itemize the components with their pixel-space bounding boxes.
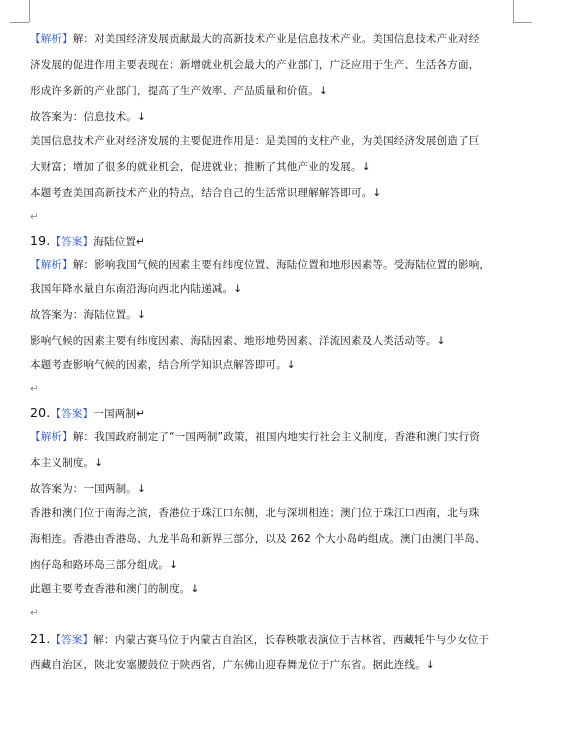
q20-answer-line bbox=[30, 406, 145, 421]
question-number: 21. bbox=[30, 631, 51, 646]
q18-line-7: 本题考查美国高新技术产业的特点，结合自己的生活常识理解解答即可。↓ bbox=[30, 187, 382, 199]
q19-answer-line bbox=[30, 234, 145, 249]
page-corner-mark-top-right bbox=[513, 22, 532, 23]
q20-line-3: 故答案为：一国两制。↓ bbox=[30, 483, 146, 495]
q18-line-3: 形成许多新的产业部门，提高了生产效率、产品质量和价值。↓ bbox=[30, 85, 328, 97]
q21-answer-line: 21.【答案】解：内蒙古赛马位于内蒙古自治区，长春秧歌表演位于吉林省，西藏牦牛与少女位于 bbox=[30, 631, 490, 646]
analysis-tag: 【解析】 bbox=[30, 259, 73, 271]
question-number: 19. bbox=[30, 233, 51, 248]
q19-line-3: 故答案为：海陆位置。↓ bbox=[30, 309, 146, 321]
q20-line-4: 香港和澳门位于南海之滨，香港位于珠江口东侧，北与深圳相连；澳门位于珠江口西南，北与珠 bbox=[30, 507, 480, 519]
q19-line-4: 影响气候的因素主要有纬度因素、海陆因素、地形地势因素、洋流因素及人类活动等。↓ bbox=[30, 335, 446, 347]
q19-line-1: 【解析】解：影响我国气候的因素主要有纬度位置、海陆位置和地形因素等。受海陆位置的影响， bbox=[30, 259, 491, 271]
q21-line-2: 西藏自治区，陕北安塞腰鼓位于陕西省，广东佛山迎春舞龙位于广东省。据此连线。↓ bbox=[30, 659, 435, 671]
q18-line-6: 大财富；增加了很多的就业机会，促进就业；推断了其他产业的发展。↓ bbox=[30, 161, 371, 173]
q18-line-2: 济发展的促进作用主要表现在：新增就业机会最大的产业部门，广泛应用于生产、生活各方面， bbox=[30, 59, 480, 71]
analysis-tag: 【解析】 bbox=[30, 33, 73, 45]
q18-line-5: 美国信息技术产业对经济发展的主要促进作用是：是美国的支柱产业，为美国经济发展创造了巨 bbox=[30, 135, 480, 147]
q20-line-7: 此题主要考查香港和澳门的制度。↓ bbox=[30, 583, 200, 595]
answer-tag: 【答案】 bbox=[50, 408, 94, 420]
answer-text: 一国两制↵ bbox=[93, 408, 146, 420]
q19-line-2: 我国年降水量自东南沿海向西北内陆递减。↓ bbox=[30, 283, 243, 295]
q20-line-1: 【解析】解：我国政府制定了“一国两制”政策，祖国内地实行社会主义制度，香港和澳门实行资 bbox=[30, 431, 480, 443]
page-corner-mark-top-right bbox=[513, 0, 514, 22]
q19-line-5: 本题考查影响气候的因素，结合所学知识点解答即可。↓ bbox=[30, 359, 296, 371]
page-corner-mark-top-left bbox=[10, 22, 29, 23]
question-number: 20. bbox=[30, 405, 51, 420]
q20-line-2: 本主义制度。↓ bbox=[30, 457, 104, 469]
q18-line-1: 【解析】解：对美国经济发展贡献最大的高新技术产业是信息技术产业。美国信息技术产业对经 bbox=[30, 33, 480, 45]
q20-line-6: 凼仔岛和路环岛三部分组成。↓ bbox=[30, 559, 179, 571]
q18-line-4: 故答案为：信息技术。↓ bbox=[30, 111, 146, 123]
answer-tag: 【答案】 bbox=[50, 634, 94, 646]
answer-tag: 【答案】 bbox=[50, 236, 94, 248]
page-corner-mark-top-left bbox=[29, 0, 30, 22]
empty-paragraph-mark: ↵ bbox=[30, 383, 39, 395]
empty-paragraph-mark: ↵ bbox=[30, 607, 39, 619]
answer-text: 海陆位置↵ bbox=[93, 236, 146, 248]
analysis-tag: 【解析】 bbox=[30, 431, 73, 443]
q20-line-5: 海相连。香港由香港岛、九龙半岛和新界三部分，以及 262 个大小岛屿组成。澳门由澳门半岛、 bbox=[30, 533, 486, 545]
empty-paragraph-mark: ↵ bbox=[30, 211, 39, 223]
